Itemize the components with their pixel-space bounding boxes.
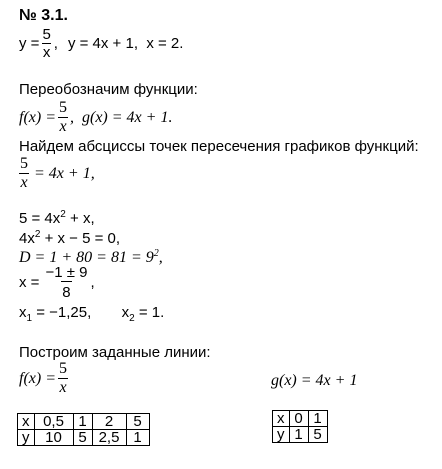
given-comma: , xyxy=(53,35,58,52)
step-3-discriminant: $D = 1 + 80 = 81 = 9^2$, xyxy=(19,248,163,266)
table-cell: y xyxy=(273,427,290,443)
table-cell: x xyxy=(273,411,290,427)
table-row xyxy=(273,411,328,427)
table-row xyxy=(18,430,150,446)
equation-fraction-num: 5 xyxy=(20,155,28,172)
values-table-g xyxy=(272,410,328,443)
find-heading: Найдем абсциссы точек пересечения графиков функций: xyxy=(19,138,419,155)
build-heading: Построим заданные линии: xyxy=(19,344,211,361)
values-table-f xyxy=(17,413,150,446)
table-cell: 2 xyxy=(92,414,126,430)
table-cell: 0,5 xyxy=(34,414,73,430)
rename-fraction-den: x xyxy=(59,118,67,135)
given-fraction-num: 5 xyxy=(42,26,51,43)
table-cell: 1 xyxy=(73,414,92,430)
table-cell: 5 xyxy=(126,414,149,430)
roots-fraction-den: 8 xyxy=(61,281,71,300)
f-definition xyxy=(19,361,70,396)
rename-fraction-num: 5 xyxy=(59,99,67,116)
table-row xyxy=(18,414,150,430)
table-cell: 0 xyxy=(289,411,308,427)
roots-fraction-num: −1 ± 9 xyxy=(45,264,88,281)
roots-comma: , xyxy=(90,274,95,291)
g-definition: g(x) = 4x + 1 xyxy=(271,372,358,389)
table-cell: y xyxy=(18,430,35,446)
table-row xyxy=(273,427,328,443)
given-rest: y = 4x + 1, x = 2. xyxy=(67,35,184,52)
table-cell: 1 xyxy=(308,411,327,427)
table-cell: 5 xyxy=(308,427,327,443)
f-def-fraction xyxy=(58,361,68,396)
equation-fraction xyxy=(19,156,29,191)
table-cell: 1 xyxy=(289,427,308,443)
table-cell: x xyxy=(18,414,35,430)
rename-rest: , g(x) = 4x + 1. xyxy=(70,108,173,126)
table-cell: 2,5 xyxy=(92,430,126,446)
step-1: $5 = 4x^2 + x$, xyxy=(19,209,95,227)
given-y-label: y = xyxy=(19,35,40,52)
step-2: $4x^2 + x - 5 = 0$, xyxy=(19,229,121,247)
roots-values: $x_1 = -1,25$, $x_2 = 1$. xyxy=(19,304,165,324)
roots-fraction xyxy=(44,265,88,300)
f-def-fraction-num: 5 xyxy=(59,360,67,377)
equation-fraction-den: x xyxy=(20,174,28,191)
rename-fraction xyxy=(58,100,68,135)
roots-lhs: x = xyxy=(19,274,40,291)
table-cell: 10 xyxy=(34,430,73,446)
rename-line xyxy=(19,100,172,135)
given-fraction-den: x xyxy=(42,44,51,61)
equation-line xyxy=(17,156,95,191)
table-cell: 1 xyxy=(126,430,149,446)
rename-f: f(x) = xyxy=(19,108,56,126)
step-4-roots-formula xyxy=(19,265,95,300)
rename-heading: Переобозначим функции: xyxy=(19,81,198,98)
table-cell: 5 xyxy=(73,430,92,446)
f-def-lhs: f(x) = xyxy=(19,369,56,387)
given-fraction xyxy=(41,27,51,60)
problem-number: № 3.1. xyxy=(19,7,68,24)
f-def-fraction-den: x xyxy=(59,379,67,396)
equation-rest: = 4x + 1, xyxy=(34,164,95,182)
given-functions xyxy=(19,27,183,60)
